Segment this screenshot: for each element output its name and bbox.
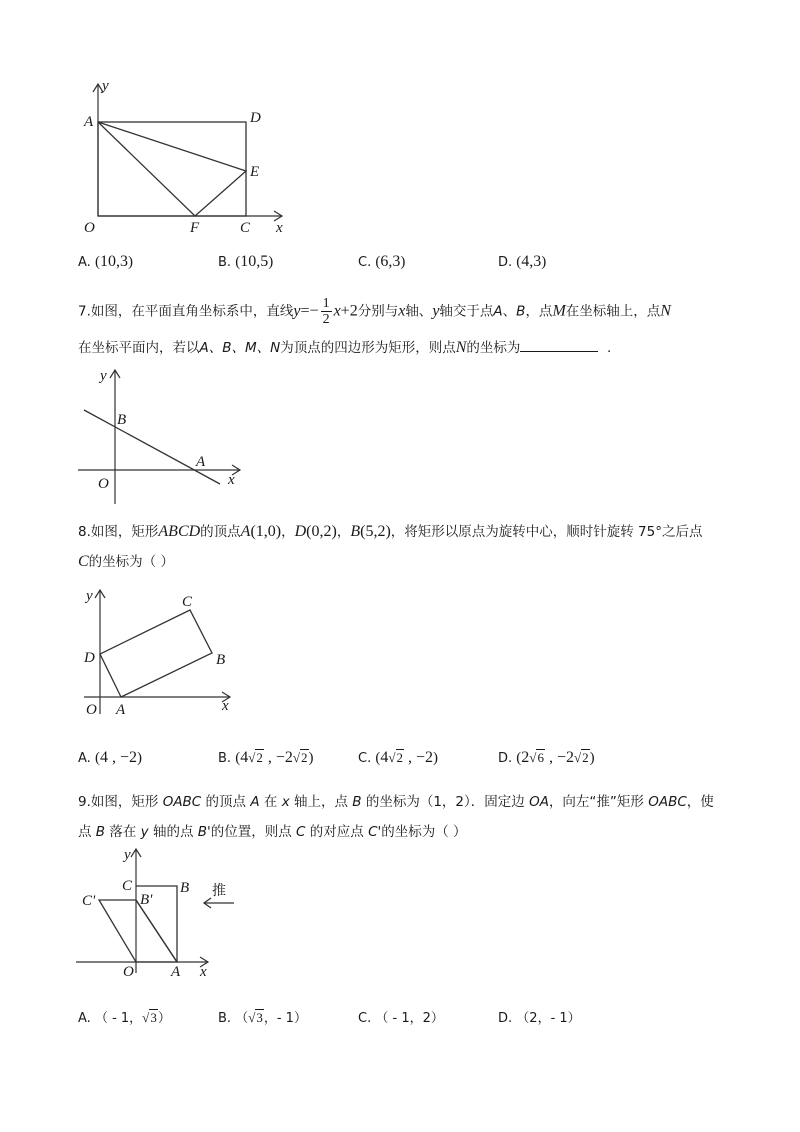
q9-label-push: 推 [212, 883, 226, 899]
q7-label-A: A [196, 454, 206, 470]
q6-label-O: O [84, 220, 95, 236]
q7-line-2: 在坐标平面内，若以A、B、M、N为顶点的四边形为矩形，则点N的坐标为 . [78, 339, 612, 356]
q8-label-A: A [116, 702, 126, 718]
q8-line-1: 8.如图，矩形ABCD的顶点A(1,0)，D(0,2)，B(5,2)，将矩形以原点为旋转中心，顺时针旋转 75°之后点 [78, 523, 703, 540]
q8-label-D: D [84, 650, 95, 666]
q8-line-2: C的坐标为（ ） [78, 553, 174, 570]
q6-label-x: x [276, 220, 283, 236]
q9-option-c[interactable]: C. （ - 1，2） [358, 1011, 444, 1026]
q7-answer-blank[interactable] [520, 337, 598, 352]
q6-label-A: A [84, 114, 94, 130]
q6-label-E: E [250, 164, 260, 180]
q6-figure [70, 78, 300, 238]
q7-label-O: O [98, 476, 109, 492]
q9-option-a[interactable]: A. （ - 1，√3） [78, 1010, 171, 1026]
q9-label-y: y [124, 847, 131, 863]
q8-option-b[interactable]: B. (4√2 , −2√2) [218, 749, 314, 766]
q7-fraction: $\frac{1}{2}$ [322, 296, 330, 327]
q9-line-1: 9.如图，矩形 OABC 的顶点 A 在 x 轴上，点 B 的坐标为（1，2）．固定边 OA，向左“推”矩形 OABC，使 [78, 794, 714, 810]
q7-label-B: B [117, 412, 127, 428]
q9-label-x: x [200, 964, 207, 980]
q8-label-x: x [222, 698, 229, 714]
q9-line-2: 点 B 落在 y 轴的点 B'的位置，则点 C 的对应点 C'的坐标为（ ） [78, 824, 467, 840]
q9-label-O: O [123, 964, 134, 980]
q8-option-a[interactable]: A. (4 , −2) [78, 749, 142, 766]
q6-option-b[interactable]: B. (10,5) [218, 253, 274, 270]
q8-label-O: O [86, 702, 97, 718]
q8-label-y: y [86, 588, 93, 604]
q8-figure [78, 586, 248, 721]
q9-option-d[interactable]: D. （2，- 1） [498, 1011, 581, 1026]
q6-option-a[interactable]: A. (10,3) [78, 253, 133, 270]
q6-option-c[interactable]: C. (6,3) [358, 253, 406, 270]
q6-label-y: y [102, 78, 109, 94]
q9-label-Cp: C' [82, 893, 96, 909]
q9-label-A: A [171, 964, 181, 980]
q9-label-C: C [122, 878, 133, 894]
q6-options [78, 253, 758, 277]
q7-label-x: x [228, 472, 235, 488]
q6-label-F: F [190, 220, 200, 236]
q9-figure [76, 845, 256, 980]
q7-figure [78, 366, 248, 506]
q6-label-D: D [250, 110, 261, 126]
q7-label-y: y [100, 368, 107, 384]
q9-options [78, 1007, 758, 1031]
q9-option-b[interactable]: B. （√3，- 1） [218, 1010, 307, 1026]
q8-label-B: B [216, 652, 226, 668]
q6-option-d[interactable]: D. (4,3) [498, 253, 547, 270]
q8-option-c[interactable]: C. (4√2 , −2) [358, 749, 439, 766]
q7-line-1: 7.如图，在平面直角坐标系中，直线y=− $\frac{1}{2}$ x+2分别与x轴、y轴交于点A、B，点M在坐标轴上，点N [78, 296, 671, 327]
q8-options [78, 749, 758, 773]
q8-label-C: C [182, 594, 193, 610]
q9-label-B: B [180, 880, 190, 896]
q8-option-d[interactable]: D. (2√6 , −2√2) [498, 749, 595, 766]
q9-label-Bp: B' [140, 892, 153, 908]
q6-label-C: C [240, 220, 251, 236]
